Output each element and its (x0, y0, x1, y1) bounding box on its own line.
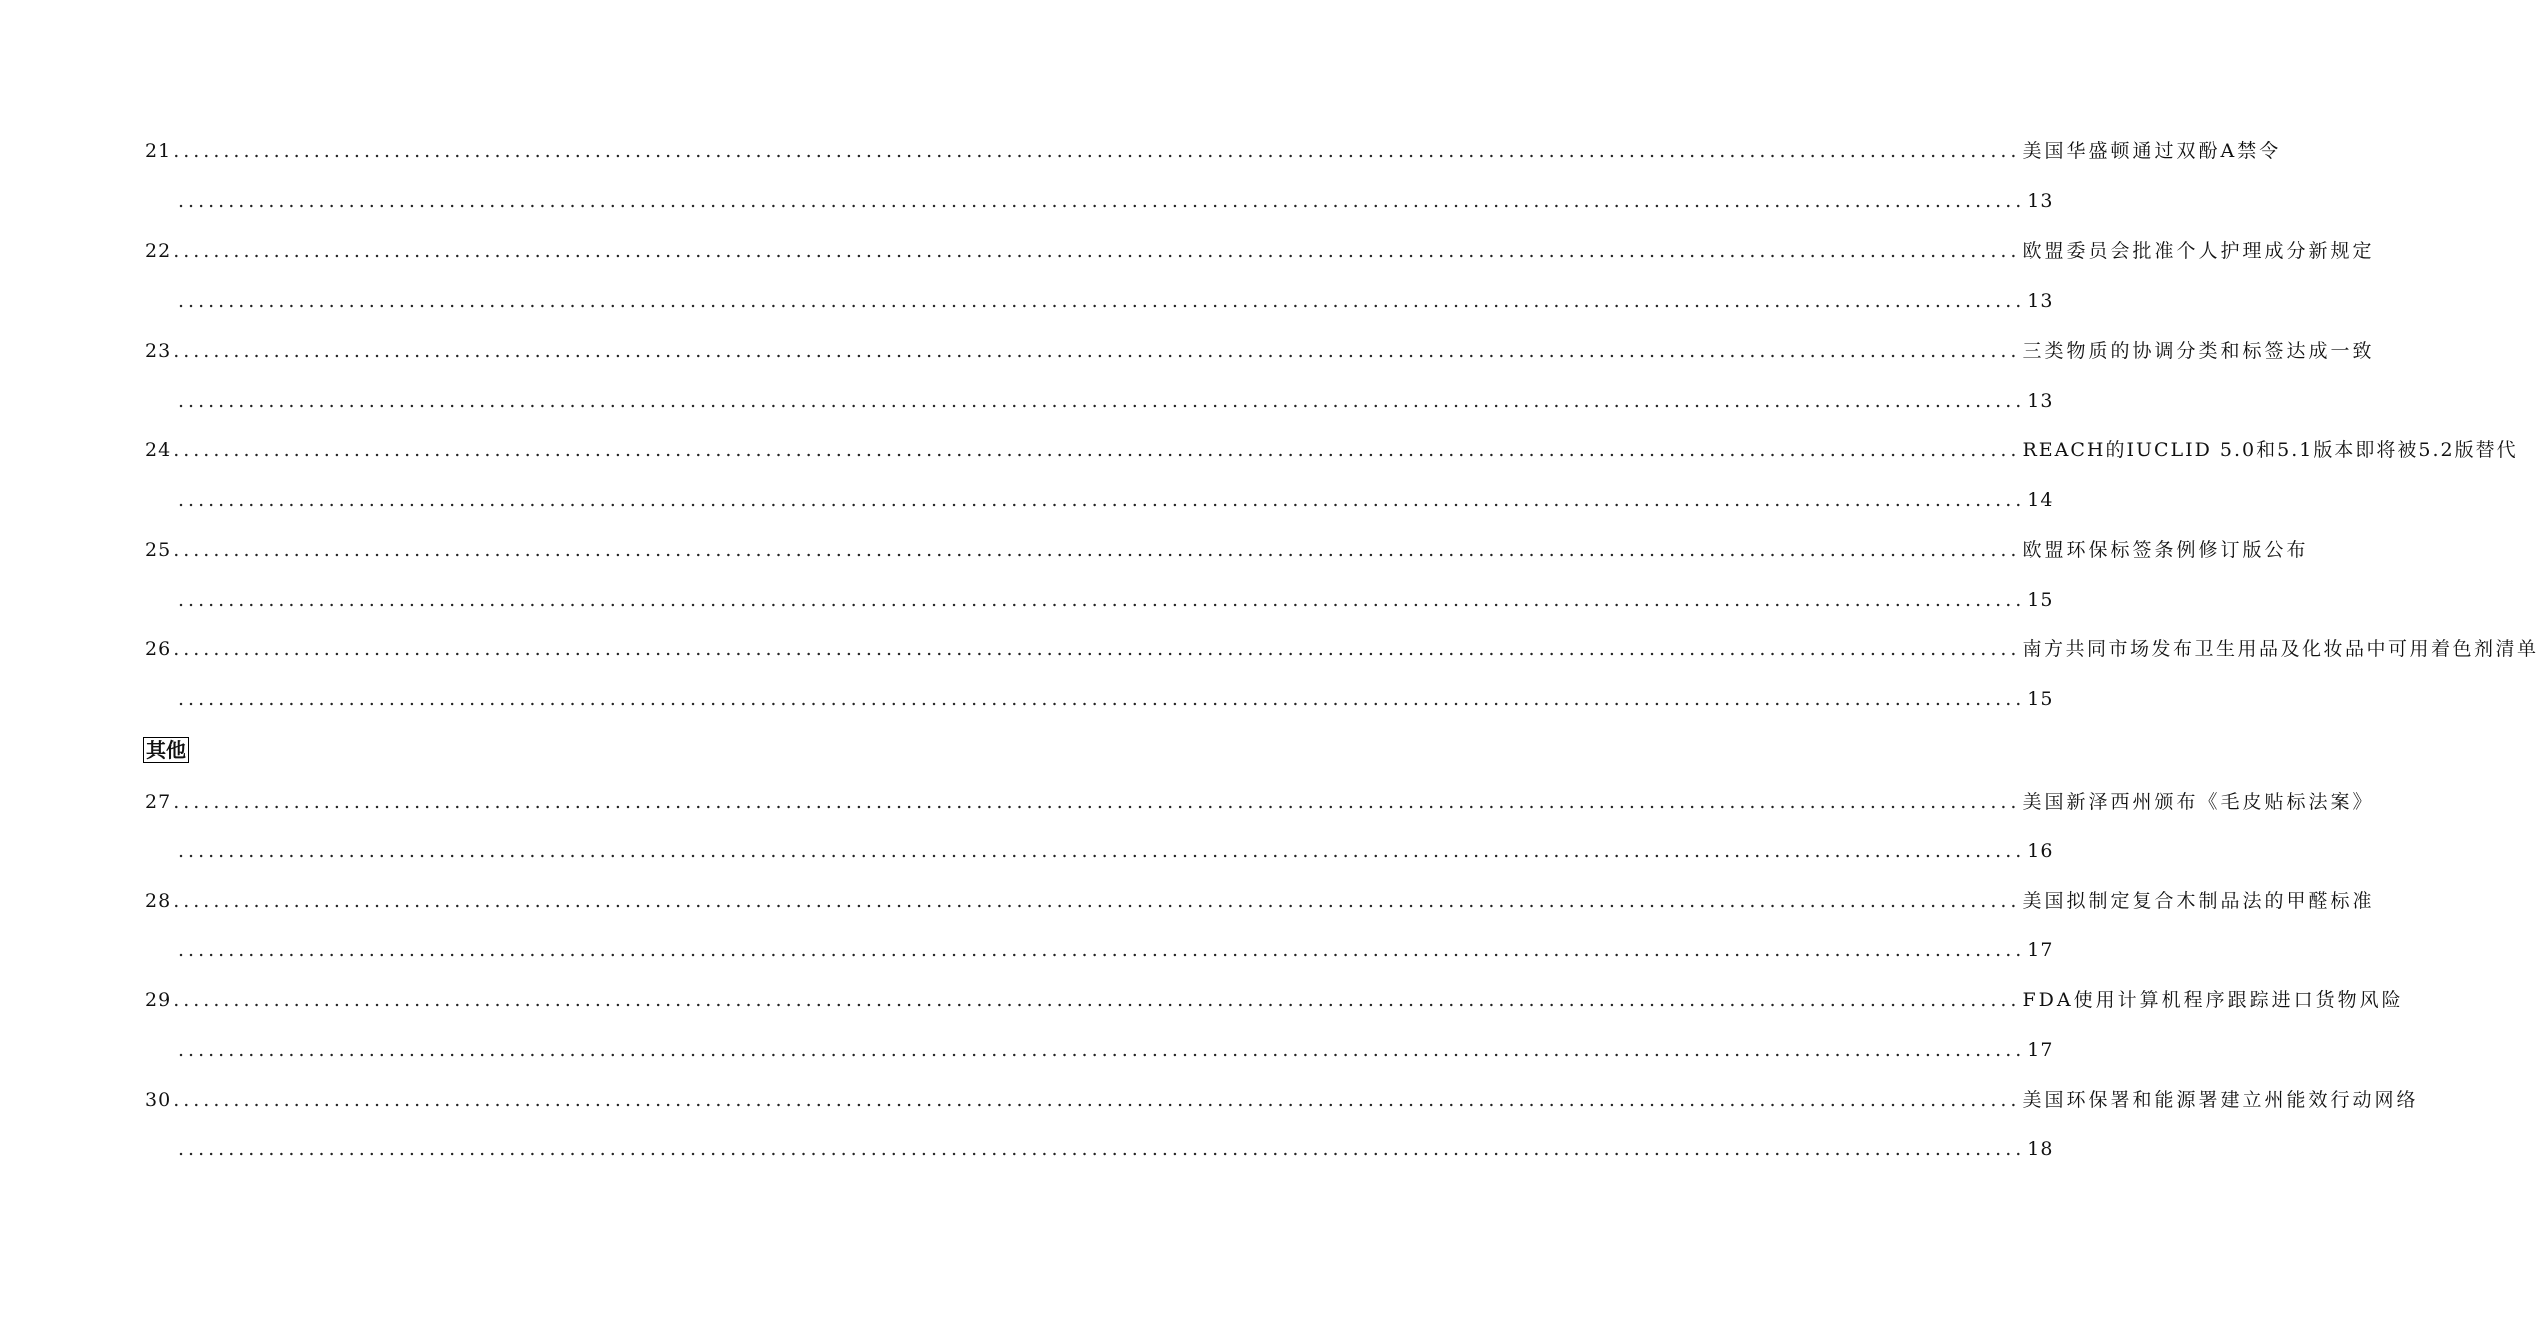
toc-entry-title: 美国新泽西州颁布《毛皮贴标法案》 (2022, 791, 2375, 813)
dot-leader: ........................................................................................................................................................................................ (178, 1039, 2026, 1061)
toc-entry-page-line[interactable] (176, 937, 2054, 963)
dot-leader: ........................................................................................................................................................................................ (173, 638, 2021, 660)
toc-entry-number: 30 (145, 1089, 172, 1111)
toc-entry-page: 15 (2027, 688, 2054, 710)
dot-leader: ........................................................................................................................................................................................ (173, 439, 2021, 461)
toc-entry-title: 美国环保署和能源署建立州能效行动网络 (2022, 1089, 2419, 1111)
toc-entry-title-line[interactable] (145, 987, 2404, 1013)
toc-entry-title-line[interactable] (145, 636, 2538, 662)
toc-entry-title-line[interactable] (145, 338, 2375, 364)
toc-entry-page: 13 (2027, 390, 2054, 412)
dot-leader: ........................................................................................................................................................................................ (178, 939, 2026, 961)
toc-entry-page-line[interactable] (176, 838, 2054, 864)
dot-leader: ........................................................................................................................................................................................ (173, 1089, 2021, 1111)
toc-entry-page-line[interactable] (176, 487, 2054, 513)
dot-leader: ........................................................................................................................................................................................ (173, 140, 2021, 162)
dot-leader: ........................................................................................................................................................................................ (173, 989, 2021, 1011)
toc-entry-number: 29 (145, 989, 172, 1011)
dot-leader: ........................................................................................................................................................................................ (178, 190, 2026, 212)
toc-entry-title-line[interactable] (145, 888, 2375, 914)
dot-leader: ........................................................................................................................................................................................ (173, 539, 2021, 561)
toc-entry-number: 25 (145, 539, 172, 561)
toc-entry-page: 16 (2027, 840, 2054, 862)
toc-entry-title: 南方共同市场发布卫生用品及化妆品中可用着色剂清单 (2022, 638, 2538, 660)
toc-entry-title: REACH的IUCLID 5.0和5.1版本即将被5.2版替代 (2022, 439, 2518, 461)
toc-entry-number: 28 (145, 890, 172, 912)
toc-entry-page-line[interactable] (176, 1037, 2054, 1063)
toc-entry-title-line[interactable] (145, 138, 2282, 164)
toc-entry-page: 17 (2027, 939, 2054, 961)
dot-leader: ........................................................................................................................................................................................ (173, 240, 2021, 262)
toc-entry-page: 13 (2027, 190, 2054, 212)
toc-entry-page: 15 (2027, 589, 2054, 611)
toc-entry-page: 17 (2027, 1039, 2054, 1061)
dot-leader: ........................................................................................................................................................................................ (173, 890, 2021, 912)
dot-leader: ........................................................................................................................................................................................ (178, 489, 2026, 511)
toc-entry-title-line[interactable] (145, 238, 2375, 264)
section-heading-other: 其他 (143, 737, 189, 763)
toc-entry-page-line[interactable] (176, 188, 2054, 214)
toc-entry-title-line[interactable] (145, 789, 2375, 815)
toc-entry-page-line[interactable] (176, 587, 2054, 613)
toc-entry-page: 18 (2027, 1138, 2054, 1160)
toc-entry-page-line[interactable] (176, 288, 2054, 314)
dot-leader: ........................................................................................................................................................................................ (173, 340, 2021, 362)
toc-entry-title-line[interactable] (145, 1087, 2419, 1113)
toc-entry-title-line[interactable] (145, 537, 2309, 563)
toc-entry-page: 14 (2027, 489, 2054, 511)
dot-leader: ........................................................................................................................................................................................ (178, 390, 2026, 412)
toc-entry-number: 24 (145, 439, 172, 461)
toc-entry-number: 27 (145, 791, 172, 813)
toc-entry-page-line[interactable] (176, 388, 2054, 414)
toc-entry-title-line[interactable] (145, 437, 2518, 463)
dot-leader: ........................................................................................................................................................................................ (173, 791, 2021, 813)
toc-entry-page: 13 (2027, 290, 2054, 312)
dot-leader: ........................................................................................................................................................................................ (178, 840, 2026, 862)
dot-leader: ........................................................................................................................................................................................ (178, 589, 2026, 611)
toc-entry-number: 26 (145, 638, 172, 660)
toc-entry-number: 21 (145, 140, 172, 162)
dot-leader: ........................................................................................................................................................................................ (178, 1138, 2026, 1160)
toc-entry-title: FDA使用计算机程序跟踪进口货物风险 (2022, 989, 2404, 1011)
toc-entry-title: 欧盟环保标签条例修订版公布 (2022, 539, 2309, 561)
toc-entry-number: 23 (145, 340, 172, 362)
toc-entry-page-line[interactable] (176, 1136, 2054, 1162)
toc-entry-title: 三类物质的协调分类和标签达成一致 (2022, 340, 2375, 362)
toc-entry-title: 美国拟制定复合木制品法的甲醛标准 (2022, 890, 2375, 912)
toc-entry-title: 美国华盛顿通过双酚A禁令 (2022, 140, 2282, 162)
toc-entry-number: 22 (145, 240, 172, 262)
dot-leader: ........................................................................................................................................................................................ (178, 688, 2026, 710)
toc-entry-title: 欧盟委员会批准个人护理成分新规定 (2022, 240, 2375, 262)
toc-entry-page-line[interactable] (176, 686, 2054, 712)
dot-leader: ........................................................................................................................................................................................ (178, 290, 2026, 312)
